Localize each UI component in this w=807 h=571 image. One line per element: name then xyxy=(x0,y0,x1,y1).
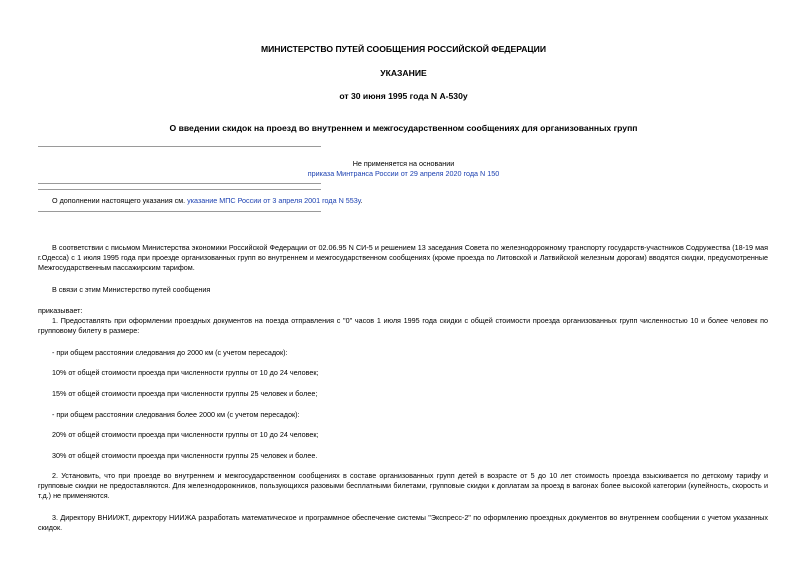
context-line: В связи с этим Министерство путей сообщения xyxy=(52,285,211,294)
clause-1: 1. Предоставлять при оформлении проездных документов на поезда отправления с "0" часов 1 июля 1995 года скидки с общей стоимости проезда организованных групп численностью 10 и более человек по групповому билету в размере: xyxy=(38,316,768,335)
divider xyxy=(38,183,321,184)
clause-1a-item-1: 10% от общей стоимости проезда при численности группы от 10 до 24 человек; xyxy=(52,368,319,377)
clause-1b-item-1: 20% от общей стоимости проезда при численности группы от 10 до 24 человек; xyxy=(52,430,319,439)
addendum-link[interactable]: указание МПС России от 3 апреля 2001 года N 553у xyxy=(187,196,361,205)
addendum-prefix: О дополнении настоящего указания см. xyxy=(52,196,186,205)
clause-1b: - при общем расстоянии следования более 2000 км (с учетом пересадок): xyxy=(52,410,300,419)
clause-2: 2. Установить, что при проезде во внутреннем и межгосударственном сообщениях в составе организованных групп детей в возрасте от 5 до 10 лет стоимость проезда взыскивается по детскому тарифу и групповые скидки не предоставляются. Для железнодорожников, пользующихся разовыми бесплатными билетами, групповые скидки к доплатам за проезд в вагонах более высокой категории (купейность, скорость и т.д.) не применяются. xyxy=(38,471,768,500)
addendum-note xyxy=(52,196,363,206)
status-note: Не применяется на основании xyxy=(352,159,455,168)
clause-3: 3. Директору ВНИИЖТ, директору НИИЖА разработать математическое и программное обеспечение системы "Экспресс-2" по оформлению проездных документов во внутреннем сообщении с учетом указанных скидок. xyxy=(38,513,768,532)
addendum-suffix: . xyxy=(360,196,363,205)
intro-paragraph: В соответствии с письмом Министерства экономики Российской Федерации от 02.06.95 N СИ-5 и решением 13 заседания Совета по железнодорожному транспорту государств-участников Содружества (18-19 мая г.Одесса) с 1 июля 1995 года при проезде организованных групп во внутреннем и межгосударственном сообщениях (кроме проезда по Литовской и Латвийской железным дорогам) вводятся скидки, предусмотренные Межгосударственным пассажирским тарифом. xyxy=(38,243,768,272)
divider xyxy=(38,211,321,212)
order-word: приказывает: xyxy=(38,306,83,315)
clause-1a: - при общем расстоянии следования до 2000 км (с учетом пересадок): xyxy=(52,348,288,357)
clause-1b-item-2: 30% от общей стоимости проезда при численности группы 25 человек и более. xyxy=(52,451,318,460)
clause-1a-item-2: 15% от общей стоимости проезда при численности группы 25 человек и более; xyxy=(52,389,318,398)
document-type: УКАЗАНИЕ xyxy=(380,68,427,78)
document-title: О введении скидок на проезд во внутреннем и межгосударственном сообщениях для организованных групп xyxy=(169,123,638,133)
divider xyxy=(38,146,321,147)
divider xyxy=(38,189,321,190)
document-date-number: от 30 июня 1995 года N А-530у xyxy=(339,91,468,101)
status-link-wrap xyxy=(0,169,807,179)
ministry-heading: МИНИСТЕРСТВО ПУТЕЙ СООБЩЕНИЯ РОССИЙСКОЙ ФЕДЕРАЦИИ xyxy=(260,44,547,54)
repeal-order-link[interactable]: приказа Минтранса России от 29 апреля 2020 года N 150 xyxy=(307,169,500,178)
